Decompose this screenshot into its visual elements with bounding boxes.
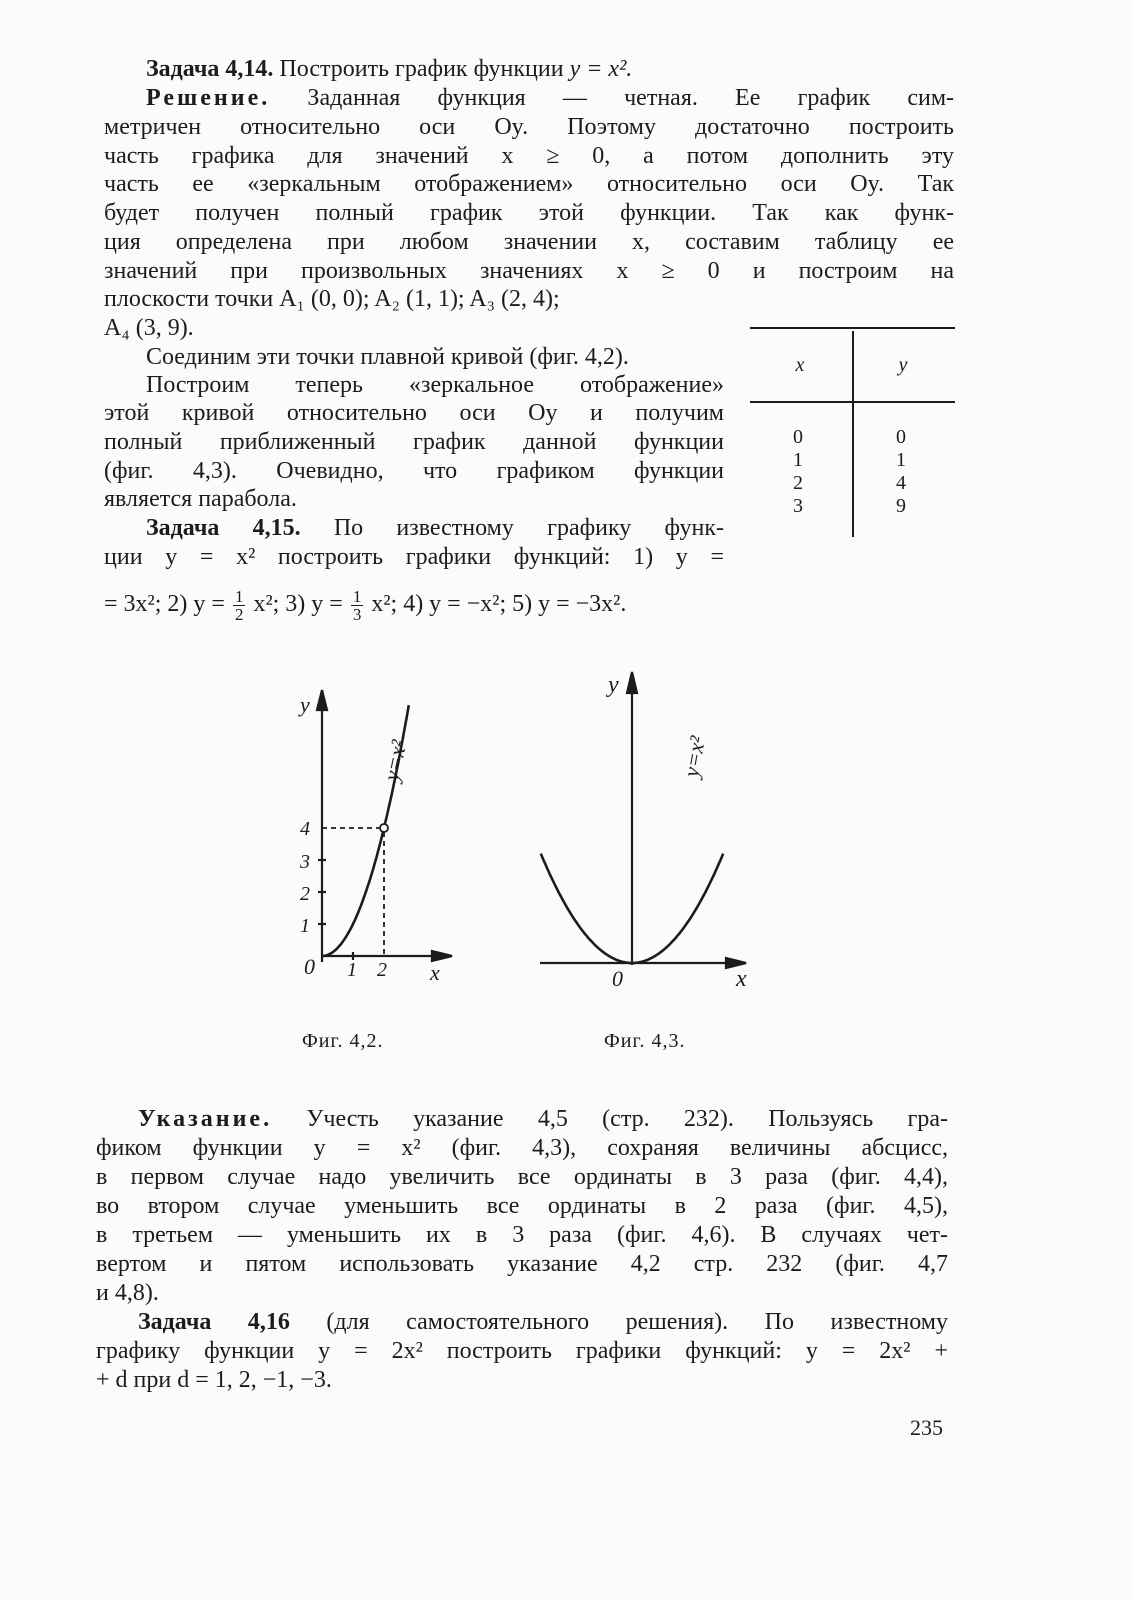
table-header-y: y [898,354,908,376]
marked-point [380,824,388,832]
solution-line-6: значений при произвольных значениях x ≥ 0 и построим на [104,258,954,284]
problem-4-15-line-1: Задача 4,15. По известному графику функ- [146,515,724,541]
solution-line-12: полный приближенный график данной функции [104,429,724,455]
curve-label: y=x² [678,734,711,779]
x-axis-label: x [430,960,440,985]
table-cell: 3 [793,495,803,517]
hint-line-6: и 4,8). [96,1280,159,1306]
solution-line-5: ция определена при любом значении x, составим таблицу ее [104,229,954,255]
problem-4-16-line-2: + d при d = 1, 2, −1, −3. [96,1367,332,1393]
solution-line-8: A₄ (3, 9). [104,315,194,341]
solution-label: Решение. [146,85,271,111]
y-axis-arrow [317,690,327,710]
table-header-x: x [795,354,805,376]
hint-line-5: вертом и пятом использовать указание 4,2 стр. 232 (фиг. 4,7 [96,1251,948,1277]
caption-fig-4-3: Фиг. 4,3. [604,1030,686,1052]
solution-line-13: (фиг. 4,3). Очевидно, что графиком функции [104,458,724,484]
table-cell: 0 [793,426,803,448]
tick-label: 2 [377,959,387,981]
solution-line-14: является парабола. [104,486,297,512]
x-axis-label: x [736,966,747,992]
hint-line-3: во втором случае уменьшить все ординаты в 2 раза (фиг. 4,5), [96,1193,948,1219]
problem-label: Задача 4,14. [146,56,274,82]
problem-4-15-line-2: ции y = x² построить графики функций: 1) y = [104,544,724,570]
solution-line-4: будет получен полный график этой функции. Так как функ- [104,200,954,226]
figure-4-2 [280,680,460,1000]
problem-4-16-line-1: графику функции y = 2x² построить графики функций: y = 2x² + [96,1338,948,1364]
table-top-rule [750,327,955,329]
hint-line-2: в первом случае надо увеличить все ординаты в 3 раза (фиг. 4,4), [96,1164,948,1190]
problem-4-14-title [146,55,632,83]
curve-label: y=x² [378,737,412,784]
fraction-one-half: $\frac{1}{2}$ [234,587,244,624]
solution-line-1: метричен относительно оси Oy. Поэтому достаточно построить [104,114,954,140]
solution-line-10: Построим теперь «зеркальное отображение» [146,372,724,398]
table-column-rule [852,331,854,537]
caption-fig-4-2: Фиг. 4,2. [302,1030,384,1052]
problem-formula: y = x². [569,56,633,82]
table-cell: 0 [896,426,906,448]
tick-label: 4 [300,818,310,840]
table-cell: 2 [793,472,803,494]
y-axis-label: y [608,672,619,698]
solution-line-7: плоскости точки A₁ (0, 0); A₂ (1, 1); A₃ (2, 4); [104,286,560,312]
y-axis-label: y [300,692,310,717]
page-number: 235 [910,1415,943,1440]
solution-line-2: часть графика для значений x ≥ 0, а потом дополнить эту [104,143,954,169]
origin-label: 0 [304,954,315,979]
origin-label: 0 [612,966,623,991]
problem-4-15-line-3: = 3x²; 2) y = $\frac{1}{2}$ x²; 3) y = $\frac{1}{3}$ x²; 4) y = −x²; 5) y = −3x². [104,587,627,624]
tick-label: 3 [300,851,310,873]
solution-line-9: Соединим эти точки плавной кривой (фиг. 4,2). [146,344,629,370]
problem-4-16-line-0: Задача 4,16 (для самостоятельного решения). По известному [138,1309,948,1335]
table-cell: 1 [793,449,803,471]
hint-line-0: Указание. Учесть указание 4,5 (стр. 232). Пользуясь гра- [138,1106,948,1132]
problem-label: Задача 4,16 [138,1309,290,1335]
fraction-one-third: $\frac{1}{3}$ [352,587,362,624]
solution-line-3: часть ее «зеркальным отображением» относительно оси Oy. Так [104,171,954,197]
y-axis-arrow [627,672,637,693]
table-cell: 9 [896,495,906,517]
tick-label: 1 [347,959,357,981]
hint-label: Указание. [138,1106,273,1132]
hint-line-4: в третьем — уменьшить их в 3 раза (фиг. 4,6). В случаях чет- [96,1222,948,1248]
solution-line-11: этой кривой относительно оси Oy и получим [104,400,724,426]
tick-label: 1 [300,915,310,937]
solution-line-0: Решение. Заданная функция — четная. Ее график сим- [146,85,954,111]
problem-statement: Построить график функции [273,56,570,82]
hint-line-1: фиком функции y = x² (фиг. 4,3), сохраняя величины абсцисс, [96,1135,948,1161]
problem-label: Задача 4,15. [146,515,301,541]
figure-4-3 [528,660,768,1000]
tick-label: 2 [300,883,310,905]
table-cell: 1 [896,449,906,471]
table-cell: 4 [896,472,906,494]
